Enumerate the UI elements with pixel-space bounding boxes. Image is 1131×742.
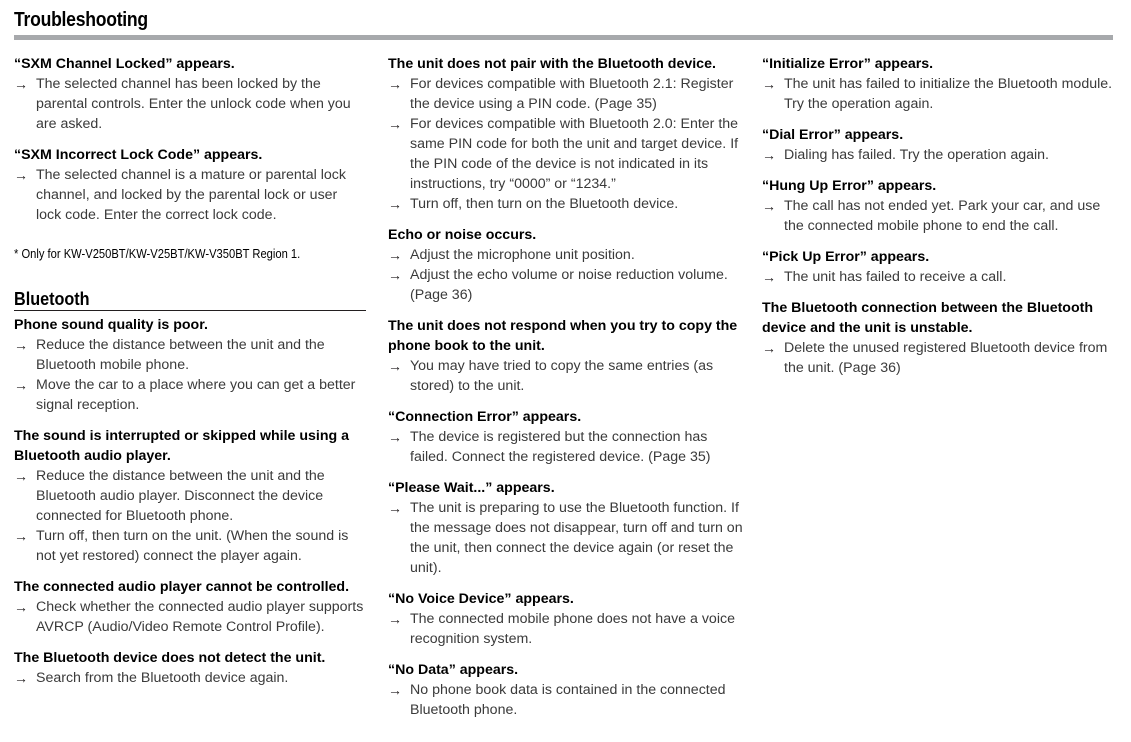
entry-title: “Connection Error” appears. — [388, 409, 582, 425]
arrow-right-icon: → — [762, 269, 776, 285]
entry-title: “No Voice Device” appears. — [388, 591, 574, 607]
troubleshooting-entry — [14, 315, 366, 415]
entry-title: “Initialize Error” appears. — [762, 56, 934, 72]
arrow-right-icon: → — [14, 468, 28, 484]
solution-text: For devices compatible with Bluetooth 2.0: Enter the same PIN code for both the unit and target device. If the PIN code of the device is not indicated in its instructions, try “0000” or “1234.” — [410, 116, 739, 192]
entry-title: The unit does not pair with the Bluetooth device. — [388, 56, 716, 72]
troubleshooting-entry — [762, 125, 1114, 165]
solution-text: Turn off, then turn on the unit. (When the sound is not yet restored) connect the player again. — [36, 528, 349, 564]
troubleshooting-entry — [762, 247, 1114, 287]
troubleshooting-entry — [762, 176, 1114, 236]
solution-item — [388, 680, 748, 720]
column-middle — [388, 54, 748, 731]
solution-item — [762, 267, 1114, 287]
arrow-right-icon: → — [14, 167, 28, 183]
solution-text: The selected channel is a mature or parental lock channel, and locked by the parental lock or user lock code. Enter the correct lock code. — [36, 167, 346, 223]
entry-title: “Pick Up Error” appears. — [762, 249, 930, 265]
arrow-right-icon: → — [762, 147, 776, 163]
arrow-right-icon: → — [388, 611, 402, 627]
troubleshooting-entry — [14, 426, 366, 566]
entries — [762, 54, 1114, 378]
entry-title: The Bluetooth connection between the Bluetooth device and the unit is unstable. — [762, 300, 1094, 336]
arrow-right-icon: → — [14, 599, 28, 615]
solution-item — [388, 609, 748, 649]
solution-text: Adjust the microphone unit position. — [410, 247, 635, 263]
entry-title: The Bluetooth device does not detect the unit. — [14, 650, 326, 666]
solution-item — [388, 265, 748, 305]
entry-title: The sound is interrupted or skipped while using a Bluetooth audio player. — [14, 428, 350, 464]
solution-text: The unit has failed to receive a call. — [784, 269, 1007, 285]
troubleshooting-entry — [388, 225, 748, 305]
arrow-right-icon: → — [388, 116, 402, 132]
solution-text: Adjust the echo volume or noise reduction volume. (Page 36) — [410, 267, 728, 303]
troubleshooting-entry — [388, 316, 748, 396]
title-rule — [14, 35, 1113, 40]
entry-title: “Dial Error” appears. — [762, 127, 904, 143]
troubleshooting-entry — [14, 577, 366, 637]
solution-text: The connected mobile phone does not have a voice recognition system. — [410, 611, 735, 647]
troubleshooting-entry — [388, 589, 748, 649]
solution-text: The device is registered but the connection has failed. Connect the registered device. (Page 35) — [410, 429, 711, 465]
solution-text: Dialing has failed. Try the operation again. — [784, 147, 1049, 163]
solution-text: For devices compatible with Bluetooth 2.1: Register the device using a PIN code. (Page 35) — [410, 76, 734, 112]
solution-text: No phone book data is contained in the connected Bluetooth phone. — [410, 682, 726, 718]
entry-title: The connected audio player cannot be controlled. — [14, 579, 350, 595]
arrow-right-icon: → — [388, 76, 402, 92]
entry-title: “Please Wait...” appears. — [388, 480, 555, 496]
arrow-right-icon: → — [388, 196, 402, 212]
solution-item — [14, 74, 366, 134]
arrow-right-icon: → — [762, 76, 776, 92]
entries-bottom — [14, 315, 366, 688]
troubleshooting-entry — [762, 54, 1114, 114]
entry-title: Phone sound quality is poor. — [14, 317, 208, 333]
model-note: * Only for KW-V250BT/KW-V25BT/KW-V350BT Region 1. — [14, 246, 301, 261]
entry-title: The unit does not respond when you try to copy the phone book to the unit. — [388, 318, 738, 354]
solution-text: You may have tried to copy the same entries (as stored) to the unit. — [410, 358, 714, 394]
entry-title: “Hung Up Error” appears. — [762, 178, 937, 194]
troubleshooting-entry — [388, 660, 748, 720]
solution-text: Reduce the distance between the unit and the Bluetooth mobile phone. — [36, 337, 325, 373]
solution-text: Delete the unused registered Bluetooth device from the unit. (Page 36) — [784, 340, 1108, 376]
solution-item — [762, 145, 1114, 165]
arrow-right-icon: → — [14, 76, 28, 92]
troubleshooting-entry — [762, 298, 1114, 378]
arrow-right-icon: → — [14, 377, 28, 393]
solution-item — [14, 526, 366, 566]
solution-item — [388, 114, 748, 194]
solution-text: The unit has failed to initialize the Bluetooth module. Try the operation again. — [784, 76, 1113, 112]
solution-item — [14, 165, 366, 225]
troubleshooting-entry — [388, 478, 748, 578]
troubleshooting-entry — [14, 54, 366, 134]
entry-title: “No Data” appears. — [388, 662, 519, 678]
troubleshooting-entry — [388, 407, 748, 467]
entries — [388, 54, 748, 720]
troubleshooting-entry — [14, 145, 366, 225]
solution-text: Search from the Bluetooth device again. — [36, 670, 289, 686]
arrow-right-icon: → — [14, 528, 28, 544]
entries-top — [14, 54, 366, 225]
arrow-right-icon: → — [388, 429, 402, 445]
arrow-right-icon: → — [388, 500, 402, 516]
page-title: Troubleshooting — [14, 9, 148, 31]
solution-item — [388, 498, 748, 578]
solution-item — [14, 668, 366, 688]
column-right — [762, 54, 1114, 389]
entry-title: “SXM Incorrect Lock Code” appears. — [14, 147, 263, 163]
arrow-right-icon: → — [762, 198, 776, 214]
solution-item — [388, 194, 748, 214]
arrow-right-icon: → — [388, 682, 402, 698]
solution-text: Move the car to a place where you can get a better signal reception. — [36, 377, 356, 413]
column-left — [14, 54, 366, 699]
solution-item — [388, 245, 748, 265]
section-rule — [14, 310, 366, 311]
troubleshooting-entry — [14, 648, 366, 688]
solution-item — [14, 466, 366, 526]
troubleshooting-entry — [388, 54, 748, 214]
solution-text: Check whether the connected audio player supports AVRCP (Audio/Video Remote Control Profile). — [36, 599, 364, 635]
arrow-right-icon: → — [388, 247, 402, 263]
solution-item — [762, 196, 1114, 236]
entry-title: “SXM Channel Locked” appears. — [14, 56, 235, 72]
solution-text: The unit is preparing to use the Bluetooth function. If the message does not disappear, turn off and turn on the unit, then connect the device again (or reset the unit). — [410, 500, 743, 576]
solution-text: The selected channel has been locked by the parental controls. Enter the unlock code when you are asked. — [36, 76, 351, 132]
solution-item — [388, 427, 748, 467]
solution-item — [14, 335, 366, 375]
solution-item — [762, 338, 1114, 378]
solution-item — [762, 74, 1114, 114]
arrow-right-icon: → — [14, 337, 28, 353]
arrow-right-icon: → — [388, 267, 402, 283]
arrow-right-icon: → — [762, 340, 776, 356]
section-heading-bluetooth: Bluetooth — [14, 289, 90, 309]
solution-text: Reduce the distance between the unit and the Bluetooth audio player. Disconnect the device connected for Bluetooth phone. — [36, 468, 325, 524]
arrow-right-icon: → — [388, 358, 402, 374]
solution-item — [14, 375, 366, 415]
entry-title: Echo or noise occurs. — [388, 227, 537, 243]
solution-item — [388, 74, 748, 114]
solution-item — [388, 356, 748, 396]
solution-item — [14, 597, 366, 637]
arrow-right-icon: → — [14, 670, 28, 686]
solution-text: The call has not ended yet. Park your car, and use the connected mobile phone to end the call. — [784, 198, 1101, 234]
solution-text: Turn off, then turn on the Bluetooth device. — [410, 196, 679, 212]
